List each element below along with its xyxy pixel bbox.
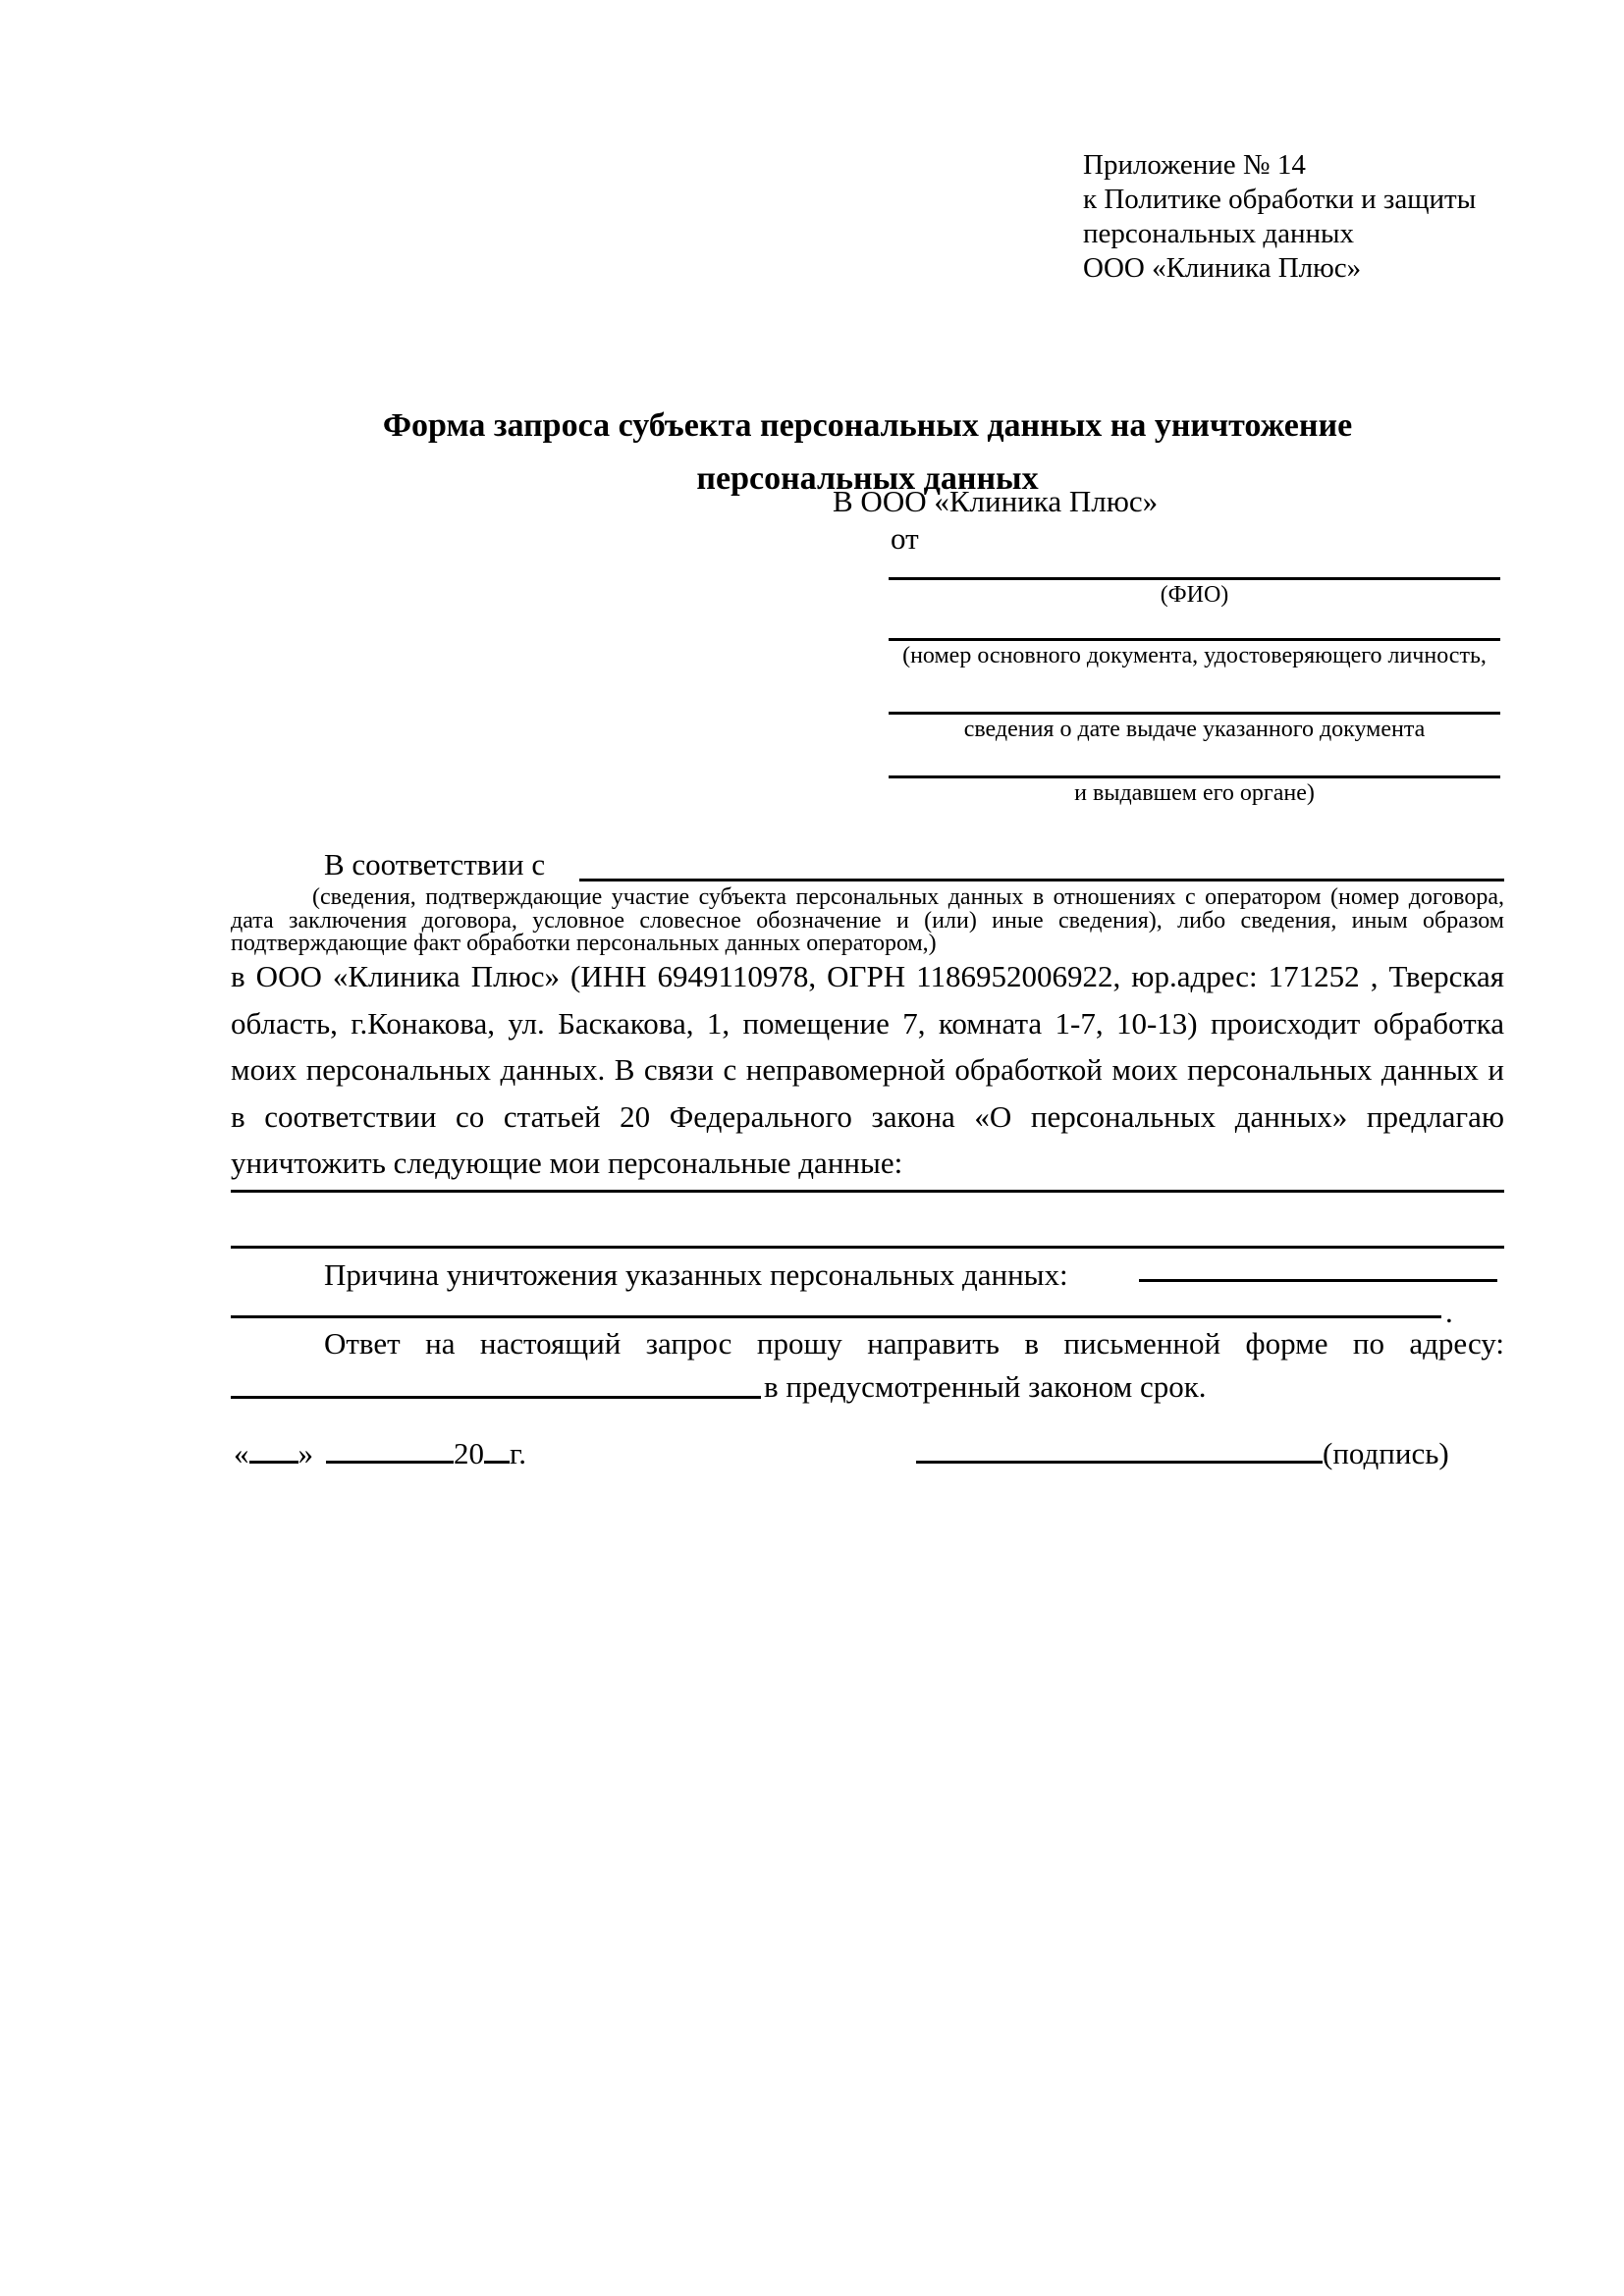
- date-day-blank: [249, 1435, 298, 1464]
- doc-number-caption: (номер основного документа, удостоверяющего личность,: [902, 643, 1487, 668]
- page-title-line-1: Форма запроса субъекта персональных данных на уничтожение: [382, 407, 1353, 444]
- date-month-blank: [326, 1435, 454, 1464]
- date-quote-open: «: [234, 1436, 249, 1470]
- issuer-caption: и выдавшем его органе): [1074, 780, 1315, 806]
- response-request-line: Ответ на настоящий запрос прошу направить в письменной форме по адресу:: [324, 1326, 1504, 1361]
- accordance-footnote: (сведения, подтверждающие участие субъекта персональных данных в отношениях с оператором (номер договора, дата заключения договора, условное словесное обозначение и (или) иные сведения), либо сведения, иным образом подтверждающие факт обработки персональных данных оператором,): [231, 884, 1504, 956]
- signature-blank-line: [916, 1435, 1323, 1464]
- fio-caption: (ФИО): [1160, 582, 1229, 608]
- accordance-blank-line: [579, 879, 1504, 881]
- date-year-blank: [484, 1435, 510, 1464]
- fio-blank-line: [889, 577, 1500, 580]
- appendix-note-line: персональных данных: [1083, 218, 1355, 249]
- response-request-suffix: в предусмотренный законом срок.: [764, 1369, 1207, 1404]
- date-line: [234, 1435, 526, 1471]
- reason-blank-line: [1139, 1279, 1497, 1282]
- reason-line-period: .: [1445, 1295, 1453, 1329]
- appendix-note: [1083, 148, 1476, 286]
- doc-number-blank-line: [889, 638, 1500, 641]
- personal-data-blank-line-2: [231, 1246, 1504, 1249]
- response-address-blank-line: [231, 1396, 761, 1399]
- signature-caption: (подпись): [1323, 1436, 1449, 1470]
- addressee-to: В ООО «Клиника Плюс»: [833, 484, 1159, 518]
- date-year-suffix: г.: [510, 1436, 526, 1470]
- signature-line: [916, 1435, 1449, 1471]
- addressee-from-label: от: [891, 521, 919, 556]
- appendix-note-line: Приложение № 14: [1083, 149, 1306, 181]
- date-quote-close: »: [298, 1436, 313, 1470]
- issue-date-caption: сведения о дате выдаче указанного документа: [963, 717, 1426, 742]
- main-paragraph: в ООО «Клиника Плюс» (ИНН 6949110978, ОГРН 1186952006922, юр.адрес: 171252 , Тверская область, г.Конакова, ул. Баскакова, 1, помещение 7, комната 1-7, 10-13) происходит обработка моих персональных данных. В связи с неправомерной обработкой моих персональных данных и в соответствии со статьей 20 Федерального закона «О персональных данных» предлагаю уничтожить следующие мои персональные данные:: [231, 959, 1504, 1180]
- issuer-blank-line: [889, 775, 1500, 778]
- personal-data-blank-line-1: [231, 1190, 1504, 1193]
- page-title-line-2: персональных данных: [696, 460, 1039, 497]
- appendix-note-line: к Политике обработки и защиты: [1083, 184, 1477, 215]
- appendix-note-line: ООО «Клиника Плюс»: [1083, 252, 1362, 284]
- reason-blank-line-2: [231, 1315, 1441, 1318]
- date-century: 20: [454, 1436, 484, 1470]
- accordance-label: В соответствии с: [324, 847, 546, 881]
- issue-date-blank-line: [889, 712, 1500, 715]
- reason-label: Причина уничтожения указанных персональных данных:: [324, 1257, 1068, 1292]
